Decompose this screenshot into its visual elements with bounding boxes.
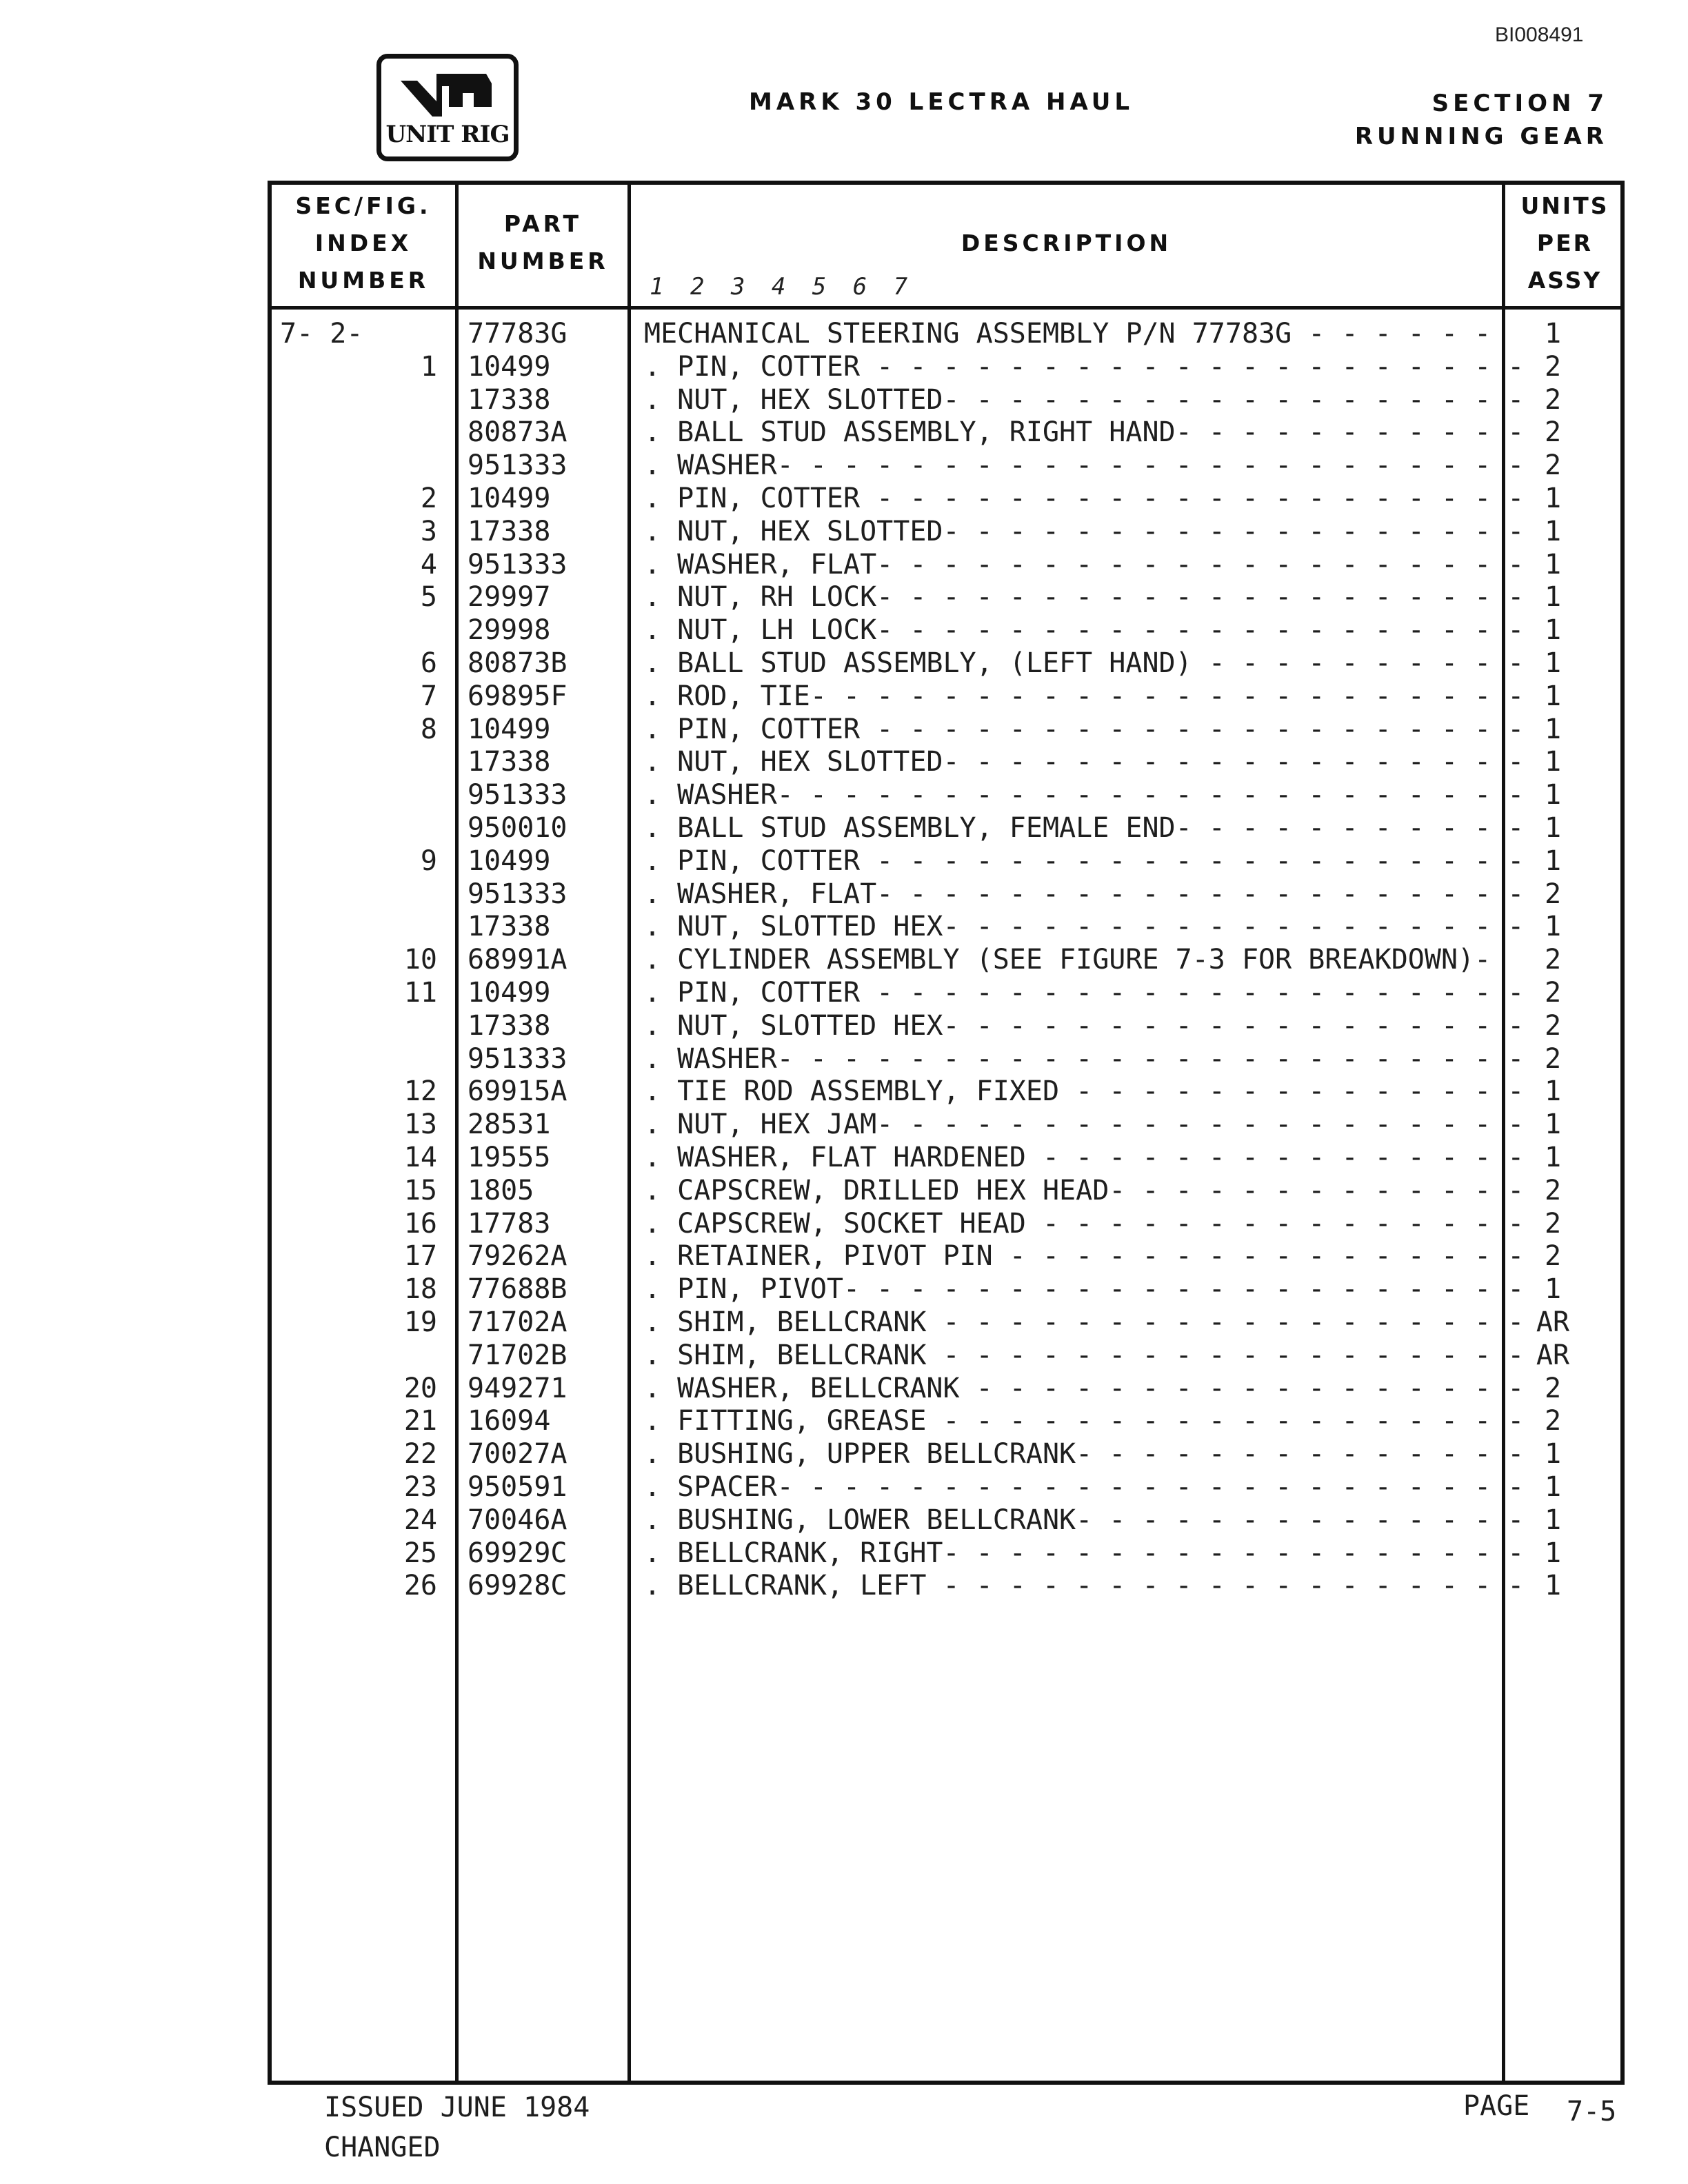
description-cell: . PIN, COTTER - - - - - - - - - - - - - - - - - - - - xyxy=(644,977,1525,1009)
units-header-line: ASSY xyxy=(1527,267,1602,294)
index-cell: 23 xyxy=(403,1471,437,1503)
description-cell: . NUT, HEX SLOTTED- - - - - - - - - - - - - - - - - - xyxy=(644,515,1525,547)
description-cell: . TIE ROD ASSEMBLY, FIXED - - - - - - - - - - - - - - xyxy=(644,1075,1525,1108)
part-number-cell: 10499 xyxy=(468,845,551,877)
index-cell: 21 xyxy=(403,1405,437,1437)
index-cell: 4 xyxy=(420,548,437,580)
index-cell: 16 xyxy=(403,1207,437,1240)
part-number-cell: 80873A xyxy=(468,416,567,449)
part-number-cell: 70046A xyxy=(468,1504,567,1536)
units-cell: 1 xyxy=(1544,1273,1562,1306)
units-cell: 1 xyxy=(1544,1471,1562,1503)
description-cell: . SHIM, BELLCRANK - - - - - - - - - - - - - - - - - - xyxy=(644,1306,1525,1338)
units-cell: 2 xyxy=(1544,1372,1562,1404)
section-number: SECTION 7 xyxy=(1431,90,1608,117)
part-number-cell: 77783G xyxy=(468,318,567,350)
table-row xyxy=(272,449,1620,482)
part-number-cell: 10499 xyxy=(468,483,551,514)
description-cell: . NUT, HEX JAM- - - - - - - - - - - - - - - - - - - - xyxy=(644,1109,1525,1141)
description-cell: . BUSHING, LOWER BELLCRANK- - - - - - - - - - - - - - xyxy=(644,1504,1525,1536)
table-row xyxy=(272,878,1620,911)
table-row xyxy=(272,943,1620,976)
description-cell: . WASHER, FLAT- - - - - - - - - - - - - - - - - - - - xyxy=(644,878,1525,910)
logo-text: UNIT RIG xyxy=(385,121,510,148)
part-number-cell: 10499 xyxy=(468,713,551,745)
description-cell: . WASHER, BELLCRANK - - - - - - - - - - - - - - - - - xyxy=(644,1372,1525,1404)
part-number-cell: 79262A xyxy=(468,1240,567,1273)
index-header-line: INDEX xyxy=(314,230,412,256)
table-row xyxy=(272,1537,1620,1570)
units-cell: 1 xyxy=(1544,845,1562,877)
units-cell: 1 xyxy=(1544,680,1562,712)
description-cell: . BALL STUD ASSEMBLY, (LEFT HAND) - - - - - - - - - - xyxy=(644,647,1525,679)
table-row xyxy=(272,1174,1620,1207)
part-number-cell: 17338 xyxy=(468,383,551,416)
description-column-header: DESCRIPTION xyxy=(961,230,1172,256)
index-cell: 5 xyxy=(420,581,437,614)
part-number-cell: 950010 xyxy=(468,812,567,844)
index-cell: 24 xyxy=(403,1504,437,1536)
table-row xyxy=(272,416,1620,449)
table-row xyxy=(272,317,1620,350)
units-cell: 2 xyxy=(1544,1009,1562,1042)
units-cell: 1 xyxy=(1544,1142,1562,1173)
part-number-cell: 69915A xyxy=(468,1075,567,1108)
part-number-cell: 10499 xyxy=(468,977,551,1009)
part-number-cell: 10499 xyxy=(468,350,551,383)
part-number-cell: 71702A xyxy=(468,1306,567,1338)
units-cell: AR xyxy=(1536,1339,1570,1371)
part-number-cell: 71702B xyxy=(468,1339,567,1371)
part-number-cell: 17338 xyxy=(468,746,551,778)
description-cell: . BELLCRANK, LEFT - - - - - - - - - - - - - - - - - - xyxy=(644,1570,1525,1602)
part-number-cell: 68991A xyxy=(468,944,567,976)
units-cell: AR xyxy=(1536,1306,1570,1338)
table-row xyxy=(272,778,1620,811)
table-row xyxy=(272,1306,1620,1339)
part-number-cell: 69928C xyxy=(468,1570,567,1602)
description-cell: . FITTING, GREASE - - - - - - - - - - - - - - - - - - xyxy=(644,1405,1525,1437)
part-number-cell: 951333 xyxy=(468,449,567,482)
part-number-cell: 949271 xyxy=(468,1372,567,1404)
description-cell: . PIN, COTTER - - - - - - - - - - - - - - - - - - - - xyxy=(644,483,1525,514)
part-number-cell: 951333 xyxy=(468,1042,567,1075)
changed-label: CHANGED xyxy=(324,2132,441,2163)
description-cell: . PIN, COTTER - - - - - - - - - - - - - - - - - - - - xyxy=(644,845,1525,877)
document-title: MARK 30 LECTRA HAUL xyxy=(749,88,1134,116)
index-cell: 25 xyxy=(403,1537,437,1569)
index-cell: 15 xyxy=(403,1174,437,1206)
table-row xyxy=(272,1075,1620,1108)
part-number-cell: 19555 xyxy=(468,1142,551,1173)
index-cell: 18 xyxy=(403,1273,437,1306)
index-cell: 20 xyxy=(403,1372,437,1404)
table-row xyxy=(272,1470,1620,1504)
part-number-cell: 951333 xyxy=(468,779,567,811)
units-cell: 2 xyxy=(1544,1405,1562,1437)
part-number-cell: 951333 xyxy=(468,548,567,580)
units-header-line: PER xyxy=(1536,230,1594,256)
description-cell: . NUT, SLOTTED HEX- - - - - - - - - - - - - - - - - - xyxy=(644,1009,1525,1042)
index-cell: 12 xyxy=(403,1075,437,1108)
units-cell: 1 xyxy=(1544,812,1562,844)
document-id: BI008491 xyxy=(1495,23,1584,46)
part-number-cell: 951333 xyxy=(468,878,567,910)
description-cell: . WASHER- - - - - - - - - - - - - - - - - - - - - - - xyxy=(644,1042,1525,1075)
part-number-cell: 80873B xyxy=(468,647,567,679)
page-number: 7-5 xyxy=(1567,2096,1617,2127)
description-cell: . CAPSCREW, DRILLED HEX HEAD- - - - - - - - - - - - - xyxy=(644,1174,1525,1206)
table-row xyxy=(272,1009,1620,1042)
units-cell: 1 xyxy=(1544,318,1562,350)
index-cell: 17 xyxy=(403,1240,437,1273)
description-cell: . BUSHING, UPPER BELLCRANK- - - - - - - - - - - - - - xyxy=(644,1438,1525,1470)
units-cell: 1 xyxy=(1544,746,1562,778)
description-cell: . WASHER, FLAT- - - - - - - - - - - - - - - - - - - - xyxy=(644,548,1525,580)
units-cell: 2 xyxy=(1544,416,1562,449)
units-cell: 1 xyxy=(1544,614,1562,647)
description-cell: . ROD, TIE- - - - - - - - - - - - - - - - - - - - - - xyxy=(644,680,1525,712)
table-row xyxy=(272,1339,1620,1372)
indent-levels: 1 2 3 4 5 6 7 xyxy=(650,273,912,301)
table-row xyxy=(272,647,1620,680)
part-number-column-header xyxy=(459,205,627,280)
units-cell: 1 xyxy=(1544,647,1562,679)
units-cell: 2 xyxy=(1544,1240,1562,1273)
description-cell: . WASHER- - - - - - - - - - - - - - - - - - - - - - - xyxy=(644,449,1525,482)
description-cell: MECHANICAL STEERING ASSEMBLY P/N 77783G - - - - - - xyxy=(644,318,1491,350)
parts-table xyxy=(268,181,1625,2085)
description-cell: . NUT, HEX SLOTTED- - - - - - - - - - - - - - - - - - xyxy=(644,746,1525,778)
units-cell: 1 xyxy=(1544,581,1562,614)
units-cell: 2 xyxy=(1544,977,1562,1009)
table-row xyxy=(272,383,1620,416)
table-row xyxy=(272,350,1620,383)
units-cell: 1 xyxy=(1544,779,1562,811)
table-row xyxy=(272,1141,1620,1174)
table-row xyxy=(272,1042,1620,1075)
table-row xyxy=(272,1108,1620,1141)
table-row xyxy=(272,1504,1620,1537)
part-number-cell: 17338 xyxy=(468,1009,551,1042)
part-number-cell: 1805 xyxy=(468,1174,534,1206)
description-cell: . BALL STUD ASSEMBLY, RIGHT HAND- - - - - - - - - - - xyxy=(644,416,1525,449)
unit-rig-logo-icon xyxy=(396,68,500,123)
table-row xyxy=(272,1207,1620,1240)
part-number-cell: 16094 xyxy=(468,1405,551,1437)
index-cell: 2 xyxy=(420,483,437,514)
units-cell: 2 xyxy=(1544,944,1562,976)
description-cell: . NUT, RH LOCK- - - - - - - - - - - - - - - - - - - - xyxy=(644,581,1525,614)
table-row xyxy=(272,1273,1620,1306)
section-name: RUNNING GEAR xyxy=(1354,123,1608,150)
units-cell: 1 xyxy=(1544,911,1562,943)
description-cell: . PIN, COTTER - - - - - - - - - - - - - - - - - - - - xyxy=(644,350,1525,383)
table-row xyxy=(272,1240,1620,1273)
units-cell: 1 xyxy=(1544,1438,1562,1470)
units-cell: 1 xyxy=(1544,1109,1562,1141)
part-header-line: PART xyxy=(503,210,583,237)
issued-date: ISSUED JUNE 1984 xyxy=(324,2092,590,2123)
description-cell: . PIN, COTTER - - - - - - - - - - - - - - - - - - - - xyxy=(644,713,1525,745)
units-header-line: UNITS xyxy=(1520,192,1609,219)
index-column-header xyxy=(272,188,455,299)
units-cell: 1 xyxy=(1544,713,1562,745)
table-row xyxy=(272,580,1620,614)
table-row xyxy=(272,811,1620,845)
part-number-cell: 28531 xyxy=(468,1109,551,1141)
units-cell: 1 xyxy=(1544,1570,1562,1602)
table-row xyxy=(272,745,1620,778)
description-cell: . WASHER, FLAT HARDENED - - - - - - - - - - - - - - - xyxy=(644,1142,1525,1173)
table-row xyxy=(272,1569,1620,1602)
part-header-line: NUMBER xyxy=(477,247,609,274)
description-cell: . CAPSCREW, SOCKET HEAD - - - - - - - - - - - - - - - xyxy=(644,1207,1525,1240)
index-cell: 13 xyxy=(403,1109,437,1141)
index-cell: 8 xyxy=(420,713,437,745)
units-cell: 1 xyxy=(1544,1504,1562,1536)
part-number-cell: 17338 xyxy=(468,911,551,943)
table-row xyxy=(272,976,1620,1009)
index-cell: 3 xyxy=(420,515,437,547)
units-cell: 2 xyxy=(1544,383,1562,416)
description-cell: . BELLCRANK, RIGHT- - - - - - - - - - - - - - - - - - xyxy=(644,1537,1525,1569)
units-cell: 2 xyxy=(1544,878,1562,910)
units-cell: 1 xyxy=(1544,1075,1562,1108)
table-row xyxy=(272,1437,1620,1470)
index-cell: 10 xyxy=(403,944,437,976)
part-number-cell: 70027A xyxy=(468,1438,567,1470)
table-row xyxy=(272,1404,1620,1437)
index-cell: 22 xyxy=(403,1438,437,1470)
index-cell: 19 xyxy=(403,1306,437,1338)
units-cell: 2 xyxy=(1544,1207,1562,1240)
table-row xyxy=(272,548,1620,581)
units-cell: 1 xyxy=(1544,515,1562,547)
index-cell: 7- 2- xyxy=(280,318,363,350)
index-cell: 9 xyxy=(420,845,437,877)
units-cell: 2 xyxy=(1544,350,1562,383)
description-cell: . WASHER- - - - - - - - - - - - - - - - - - - - - - - xyxy=(644,779,1525,811)
part-number-cell: 17338 xyxy=(468,515,551,547)
section-heading xyxy=(1355,87,1608,153)
table-row xyxy=(272,845,1620,878)
index-cell: 26 xyxy=(403,1570,437,1602)
index-header-line: NUMBER xyxy=(297,267,430,294)
part-number-cell: 69929C xyxy=(468,1537,567,1569)
units-cell: 1 xyxy=(1544,1537,1562,1569)
units-cell: 1 xyxy=(1544,483,1562,514)
table-row xyxy=(272,614,1620,647)
table-row xyxy=(272,680,1620,713)
units-column-header xyxy=(1505,188,1625,299)
part-number-cell: 29998 xyxy=(468,614,551,647)
index-cell: 11 xyxy=(403,977,437,1009)
units-cell: 1 xyxy=(1544,548,1562,580)
description-cell: . BALL STUD ASSEMBLY, FEMALE END- - - - - - - - - - - xyxy=(644,812,1525,844)
unit-rig-logo xyxy=(376,54,519,161)
description-cell: . RETAINER, PIVOT PIN - - - - - - - - - - - - - - - - xyxy=(644,1240,1525,1273)
page-label: PAGE xyxy=(1463,2090,1530,2122)
part-number-cell: 77688B xyxy=(468,1273,567,1306)
description-cell: . SHIM, BELLCRANK - - - - - - - - - - - - - - - - - - xyxy=(644,1339,1525,1371)
table-row xyxy=(272,515,1620,548)
description-cell: . SPACER- - - - - - - - - - - - - - - - - - - - - - - xyxy=(644,1471,1525,1503)
part-number-cell: 950591 xyxy=(468,1471,567,1503)
units-cell: 2 xyxy=(1544,449,1562,482)
part-number-cell: 69895F xyxy=(468,680,567,712)
header-divider xyxy=(272,306,1620,310)
part-number-cell: 29997 xyxy=(468,581,551,614)
units-cell: 2 xyxy=(1544,1042,1562,1075)
description-cell: . NUT, HEX SLOTTED- - - - - - - - - - - - - - - - - - xyxy=(644,383,1525,416)
part-number-cell: 17783 xyxy=(468,1207,551,1240)
description-cell: . NUT, LH LOCK- - - - - - - - - - - - - - - - - - - - xyxy=(644,614,1525,647)
description-cell: . NUT, SLOTTED HEX- - - - - - - - - - - - - - - - - - xyxy=(644,911,1525,943)
index-header-line: SEC/FIG. xyxy=(295,192,432,219)
description-cell: . PIN, PIVOT- - - - - - - - - - - - - - - - - - - - - xyxy=(644,1273,1525,1306)
index-cell: 1 xyxy=(420,350,437,383)
index-cell: 14 xyxy=(403,1142,437,1173)
description-cell: . CYLINDER ASSEMBLY (SEE FIGURE 7-3 FOR BREAKDOWN)- xyxy=(644,944,1491,976)
table-row xyxy=(272,910,1620,943)
units-cell: 2 xyxy=(1544,1174,1562,1206)
table-row xyxy=(272,713,1620,746)
table-row xyxy=(272,482,1620,515)
index-cell: 7 xyxy=(420,680,437,712)
index-cell: 6 xyxy=(420,647,437,679)
table-row xyxy=(272,1372,1620,1405)
